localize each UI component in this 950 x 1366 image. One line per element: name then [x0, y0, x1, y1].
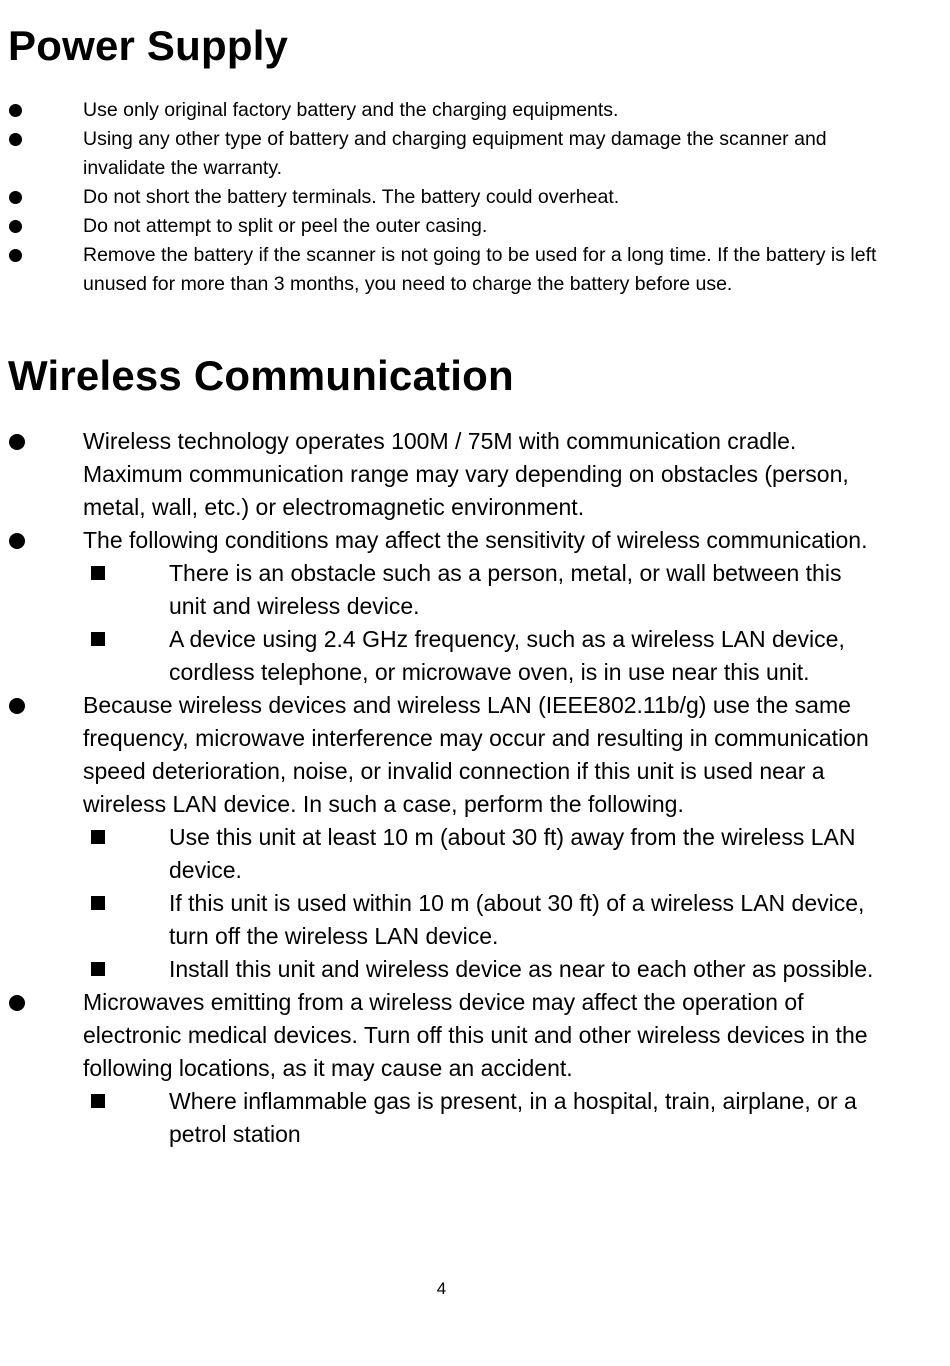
list-item: Use only original factory battery and the charging equipments. — [0, 96, 883, 125]
list-item: Wireless technology operates 100M / 75M with communication cradle. Maximum communication range may vary depending on obstacles (person, metal, wall, etc.) or electromagnetic environment. — [0, 425, 883, 524]
sub-list-item: A device using 2.4 GHz frequency, such as a wireless LAN device, cordless telephone, or microwave oven, is in use near this unit. — [83, 623, 875, 689]
bullet-dot-icon — [9, 698, 25, 714]
list-item: Do not short the battery terminals. The battery could overheat. — [0, 183, 883, 212]
section-title-power-supply: Power Supply — [8, 22, 289, 69]
sub-list — [83, 1085, 883, 1151]
square-bullet-icon — [91, 632, 105, 646]
sub-list-item: Use this unit at least 10 m (about 30 ft) away from the wireless LAN device. — [83, 821, 875, 887]
bullet-dot-icon — [9, 104, 22, 117]
bullet-dot-icon — [9, 249, 22, 262]
section-title-wireless-communication: Wireless Communication — [8, 352, 514, 399]
power-supply-list — [0, 96, 883, 299]
list-item: Remove the battery if the scanner is not going to be used for a long time. If the battery is left unused for more than 3 months, you need to charge the battery before use. — [0, 241, 883, 299]
bullet-dot-icon — [9, 133, 22, 146]
sub-list-item: If this unit is used within 10 m (about 30 ft) of a wireless LAN device, turn off the wireless LAN device. — [83, 887, 875, 953]
bullet-dot-icon — [9, 191, 22, 204]
list-item: Using any other type of battery and charging equipment may damage the scanner and invalidate the warranty. — [0, 125, 883, 183]
bullet-dot-icon — [9, 220, 22, 233]
square-bullet-icon — [91, 1094, 105, 1108]
page-number: 4 — [436, 1279, 447, 1298]
bullet-dot-icon — [9, 434, 25, 450]
square-bullet-icon — [91, 830, 105, 844]
sub-list — [83, 821, 883, 986]
list-item: Because wireless devices and wireless LAN (IEEE802.11b/g) use the same frequency, microwave interference may occur and resulting in communication speed deterioration, noise, or invalid connection if this unit is used near a wireless LAN device. In such a case, perform the following. Use this unit at least 10 m (about 30 ft) away from the wireless LAN device. If this unit is used within 10 m (about 30 ft) of a wireless LAN device, turn off the wireless LAN device. Install this unit and wireless device as near to each other as possible. — [0, 689, 883, 986]
sub-list-item: There is an obstacle such as a person, metal, or wall between this unit and wireless device. — [83, 557, 875, 623]
wireless-communication-list — [0, 425, 883, 1151]
list-item: Do not attempt to split or peel the outer casing. — [0, 212, 883, 241]
list-item: The following conditions may affect the sensitivity of wireless communication. There is an obstacle such as a person, metal, or wall between this unit and wireless device. A device using 2.4 GHz frequency, such as a wireless LAN device, cordless telephone, or microwave oven, is in use near this unit. — [0, 524, 883, 689]
list-item: Microwaves emitting from a wireless device may affect the operation of electronic medical devices. Turn off this unit and other wireless devices in the following locations, as it may cause an accident. Where inflammable gas is present, in a hospital, train, airplane, or a petrol station — [0, 986, 883, 1151]
bullet-dot-icon — [9, 995, 25, 1011]
sub-list-item: Where inflammable gas is present, in a hospital, train, airplane, or a petrol station — [83, 1085, 875, 1151]
bullet-dot-icon — [9, 533, 25, 549]
sub-list — [83, 557, 883, 689]
square-bullet-icon — [91, 896, 105, 910]
sub-list-item: Install this unit and wireless device as near to each other as possible. — [83, 953, 875, 986]
square-bullet-icon — [91, 962, 105, 976]
square-bullet-icon — [91, 566, 105, 580]
